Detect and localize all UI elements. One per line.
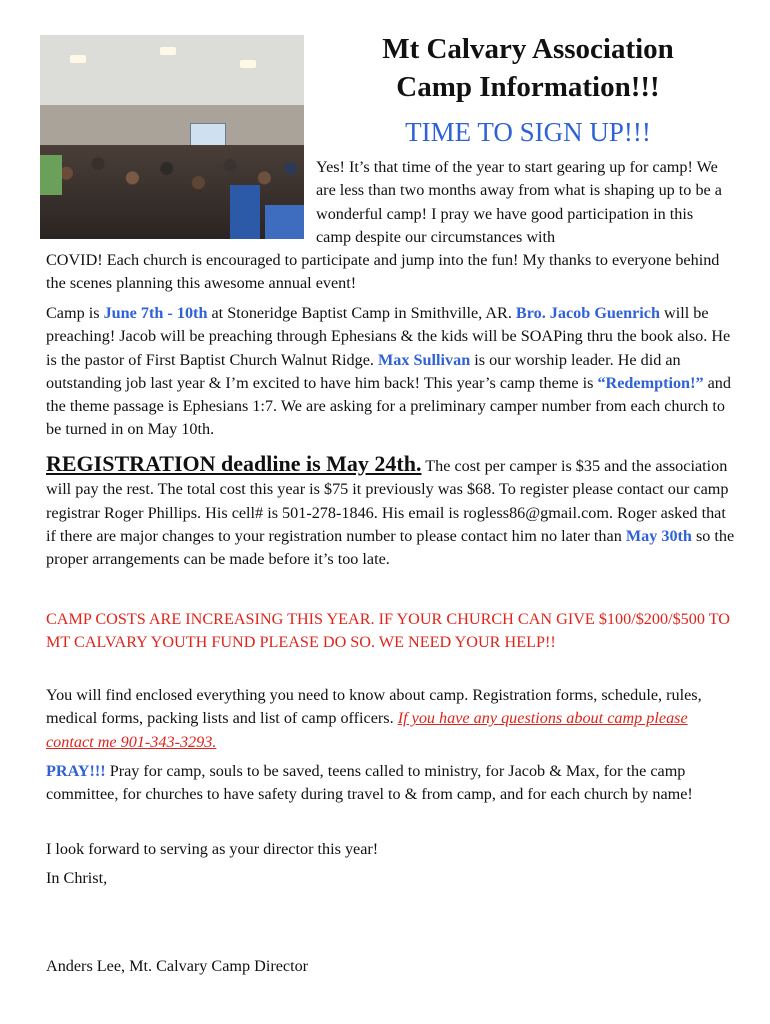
camp-details-paragraph	[46, 302, 736, 442]
enclosed-paragraph	[46, 684, 736, 754]
costs-notice: CAMP COSTS ARE INCREASING THIS YEAR. IF YOUR CHURCH CAN GIVE $100/$200/$500 TO MT CALVARY YOUTH FUND PLEASE DO SO. WE NEED YOUR HELP!!	[46, 610, 730, 652]
registration-heading: REGISTRATION deadline is May 24th.	[46, 451, 422, 476]
camp-dates: June 7th - 10th	[103, 304, 208, 322]
page-title	[318, 30, 738, 106]
closing-line: I look forward to serving as your director this year!	[46, 840, 379, 858]
photo-light	[70, 55, 86, 63]
details-text: and the theme passage is Ephesians 1:7. We are asking for a preliminary camper number from each church to be turned in on May 10th.	[46, 373, 731, 439]
details-text: at Stoneridge Baptist Camp in Smithville, AR.	[207, 304, 516, 322]
details-text: will be preaching! Jacob will be preaching through Ephesians & the kids will be SOAPing thru the book also. He is the pastor of First Baptist Church Walnut Ridge.	[46, 304, 731, 369]
registration-paragraph	[46, 452, 736, 571]
photo-person	[265, 205, 304, 239]
registration-text: The cost per camper is $35 and the association will pay the rest. The total cost this year is $75 it previously was $68. To register please contact our camp registrar Roger Phillips. His cell# is 501-278-1846. His email is rogless86@gmail.com. Roger asked that if there are major changes to your registration number to please contact him no later than	[46, 457, 729, 545]
intro-paragraph-part1: Yes! It’s that time of the year to start gearing up for camp! We are less than two months away from what is shaping up to be a wonderful camp! I pray we have good participation in this camp despite our circumstances with	[316, 158, 722, 246]
intro-paragraph-part2: COVID! Each church is encouraged to participate and jump into the fun! My thanks to everyone behind the scenes planning this awesome annual event!	[46, 251, 720, 293]
worship-leader-name: Max Sullivan	[378, 350, 471, 369]
camp-theme: “Redemption!”	[597, 373, 704, 392]
camp-photo	[40, 35, 304, 239]
photo-person	[40, 155, 62, 195]
contact-link[interactable]: If you have any questions about camp please contact me 901-343-3293.	[46, 709, 688, 751]
pray-text: Pray for camp, souls to be saved, teens called to ministry, for Jacob & Max, for the camp committee, for churches to have safety during travel to & from camp, and for each church by name!	[46, 762, 693, 804]
closing-salutation: In Christ,	[46, 869, 108, 887]
title-line1: Mt Calvary Association	[382, 33, 674, 65]
enclosed-text: You will find enclosed everything you need to know about camp. Registration forms, schedule, rules, medical forms, packing lists and list of camp officers.	[46, 686, 702, 728]
preacher-name: Bro. Jacob Guenrich	[515, 304, 660, 322]
details-text: is our worship leader. He did an outstanding job last year & I’m excited to have him back! This year’s camp theme is	[46, 350, 681, 392]
signature: Anders Lee, Mt. Calvary Camp Director	[46, 957, 309, 975]
pray-paragraph	[46, 760, 736, 807]
photo-ceiling	[40, 35, 304, 105]
photo-person	[230, 185, 260, 239]
registration-text: so the proper arrangements can be made before it’s too late.	[46, 526, 735, 569]
pray-label: PRAY!!!	[46, 762, 106, 780]
title-line2: Camp Information!!!	[396, 71, 660, 103]
photo-light	[160, 47, 176, 55]
photo-light	[240, 60, 256, 68]
signup-heading: TIME TO SIGN UP!!!	[405, 117, 651, 147]
registration-change-date: May 30th	[625, 526, 692, 545]
details-text: Camp is	[46, 304, 104, 322]
